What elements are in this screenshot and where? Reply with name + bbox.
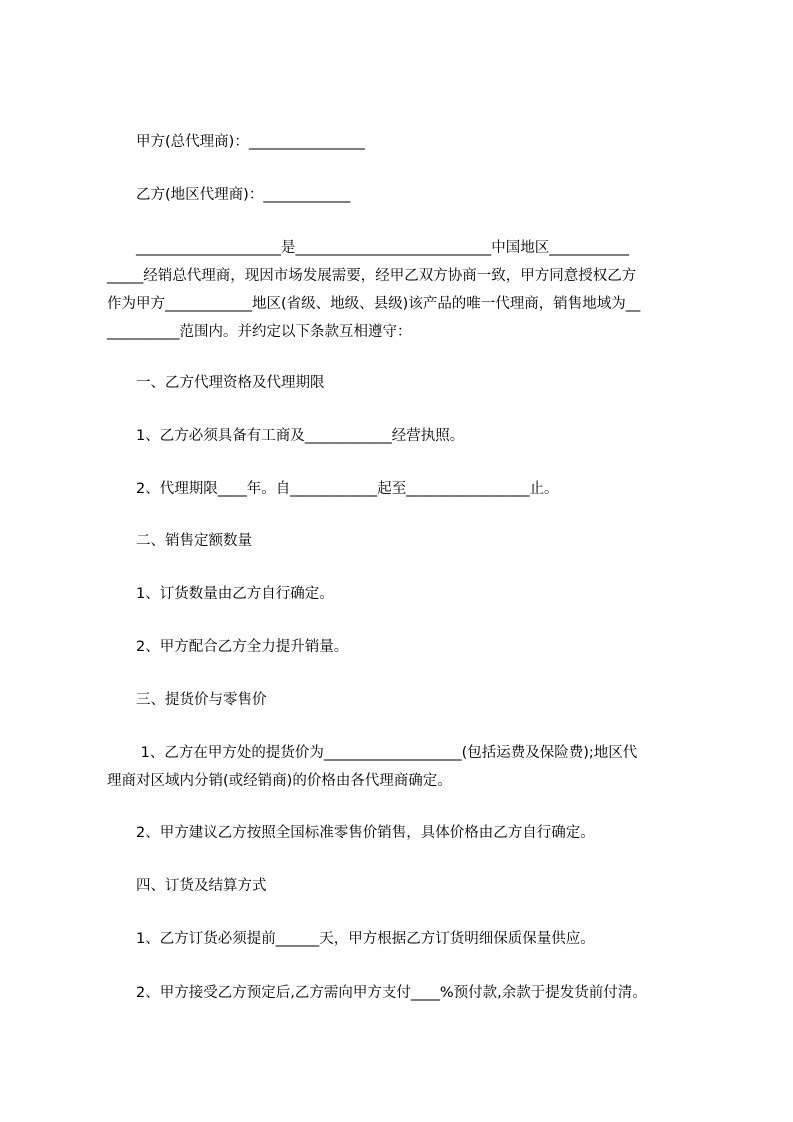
section-3-item-1-line-1: 1、乙方在甲方处的提货价为___________________(包括运费及保险费);地区代: [136, 745, 638, 761]
intro-line-4: __________范围内。并约定以下条款互相遵守：: [107, 324, 412, 340]
section-1-item-1: 1、乙方必须具备有工商及____________经营执照。: [136, 428, 465, 444]
intro-line-1: ____________________是___________________________中国地区___________: [136, 240, 629, 256]
section-2-item-2: 2、甲方配合乙方全力提升销量。: [136, 639, 349, 655]
section-3-item-1-line-2: 理商对区域内分销(或经销商)的价格由各代理商确定。: [107, 773, 452, 789]
section-2-title: 二、销售定额数量: [136, 533, 252, 549]
intro-line-3: 作为甲方____________地区(省级、地级、县级)该产品的唯一代理商，销售地域为__: [107, 296, 641, 312]
section-4-title: 四、订货及结算方式: [136, 878, 267, 894]
section-3-item-2: 2、甲方建议乙方按照全国标准零售价销售，具体价格由乙方自行确定。: [136, 825, 595, 841]
party-a-line: 甲方(总代理商)：________________: [136, 134, 365, 150]
intro-line-2: _____经销总代理商，现因市场发展需要，经甲乙双方协商一致，甲方同意授权乙方: [107, 268, 637, 284]
section-2-item-1: 1、订货数量由乙方自行确定。: [136, 586, 334, 602]
section-1-title: 一、乙方代理资格及代理期限: [136, 375, 325, 391]
party-b-line: 乙方(地区代理商)：____________: [136, 187, 351, 203]
section-1-item-2: 2、代理期限____年。自____________起至_________________止。: [136, 481, 559, 497]
section-3-title: 三、提货价与零售价: [136, 692, 267, 708]
section-4-item-2: 2、甲方接受乙方预定后,乙方需向甲方支付____%预付款,余款于提发货前付清。: [136, 985, 647, 1001]
section-4-item-1: 1、乙方订货必须提前______天，甲方根据乙方订货明细保质保量供应。: [136, 931, 595, 947]
